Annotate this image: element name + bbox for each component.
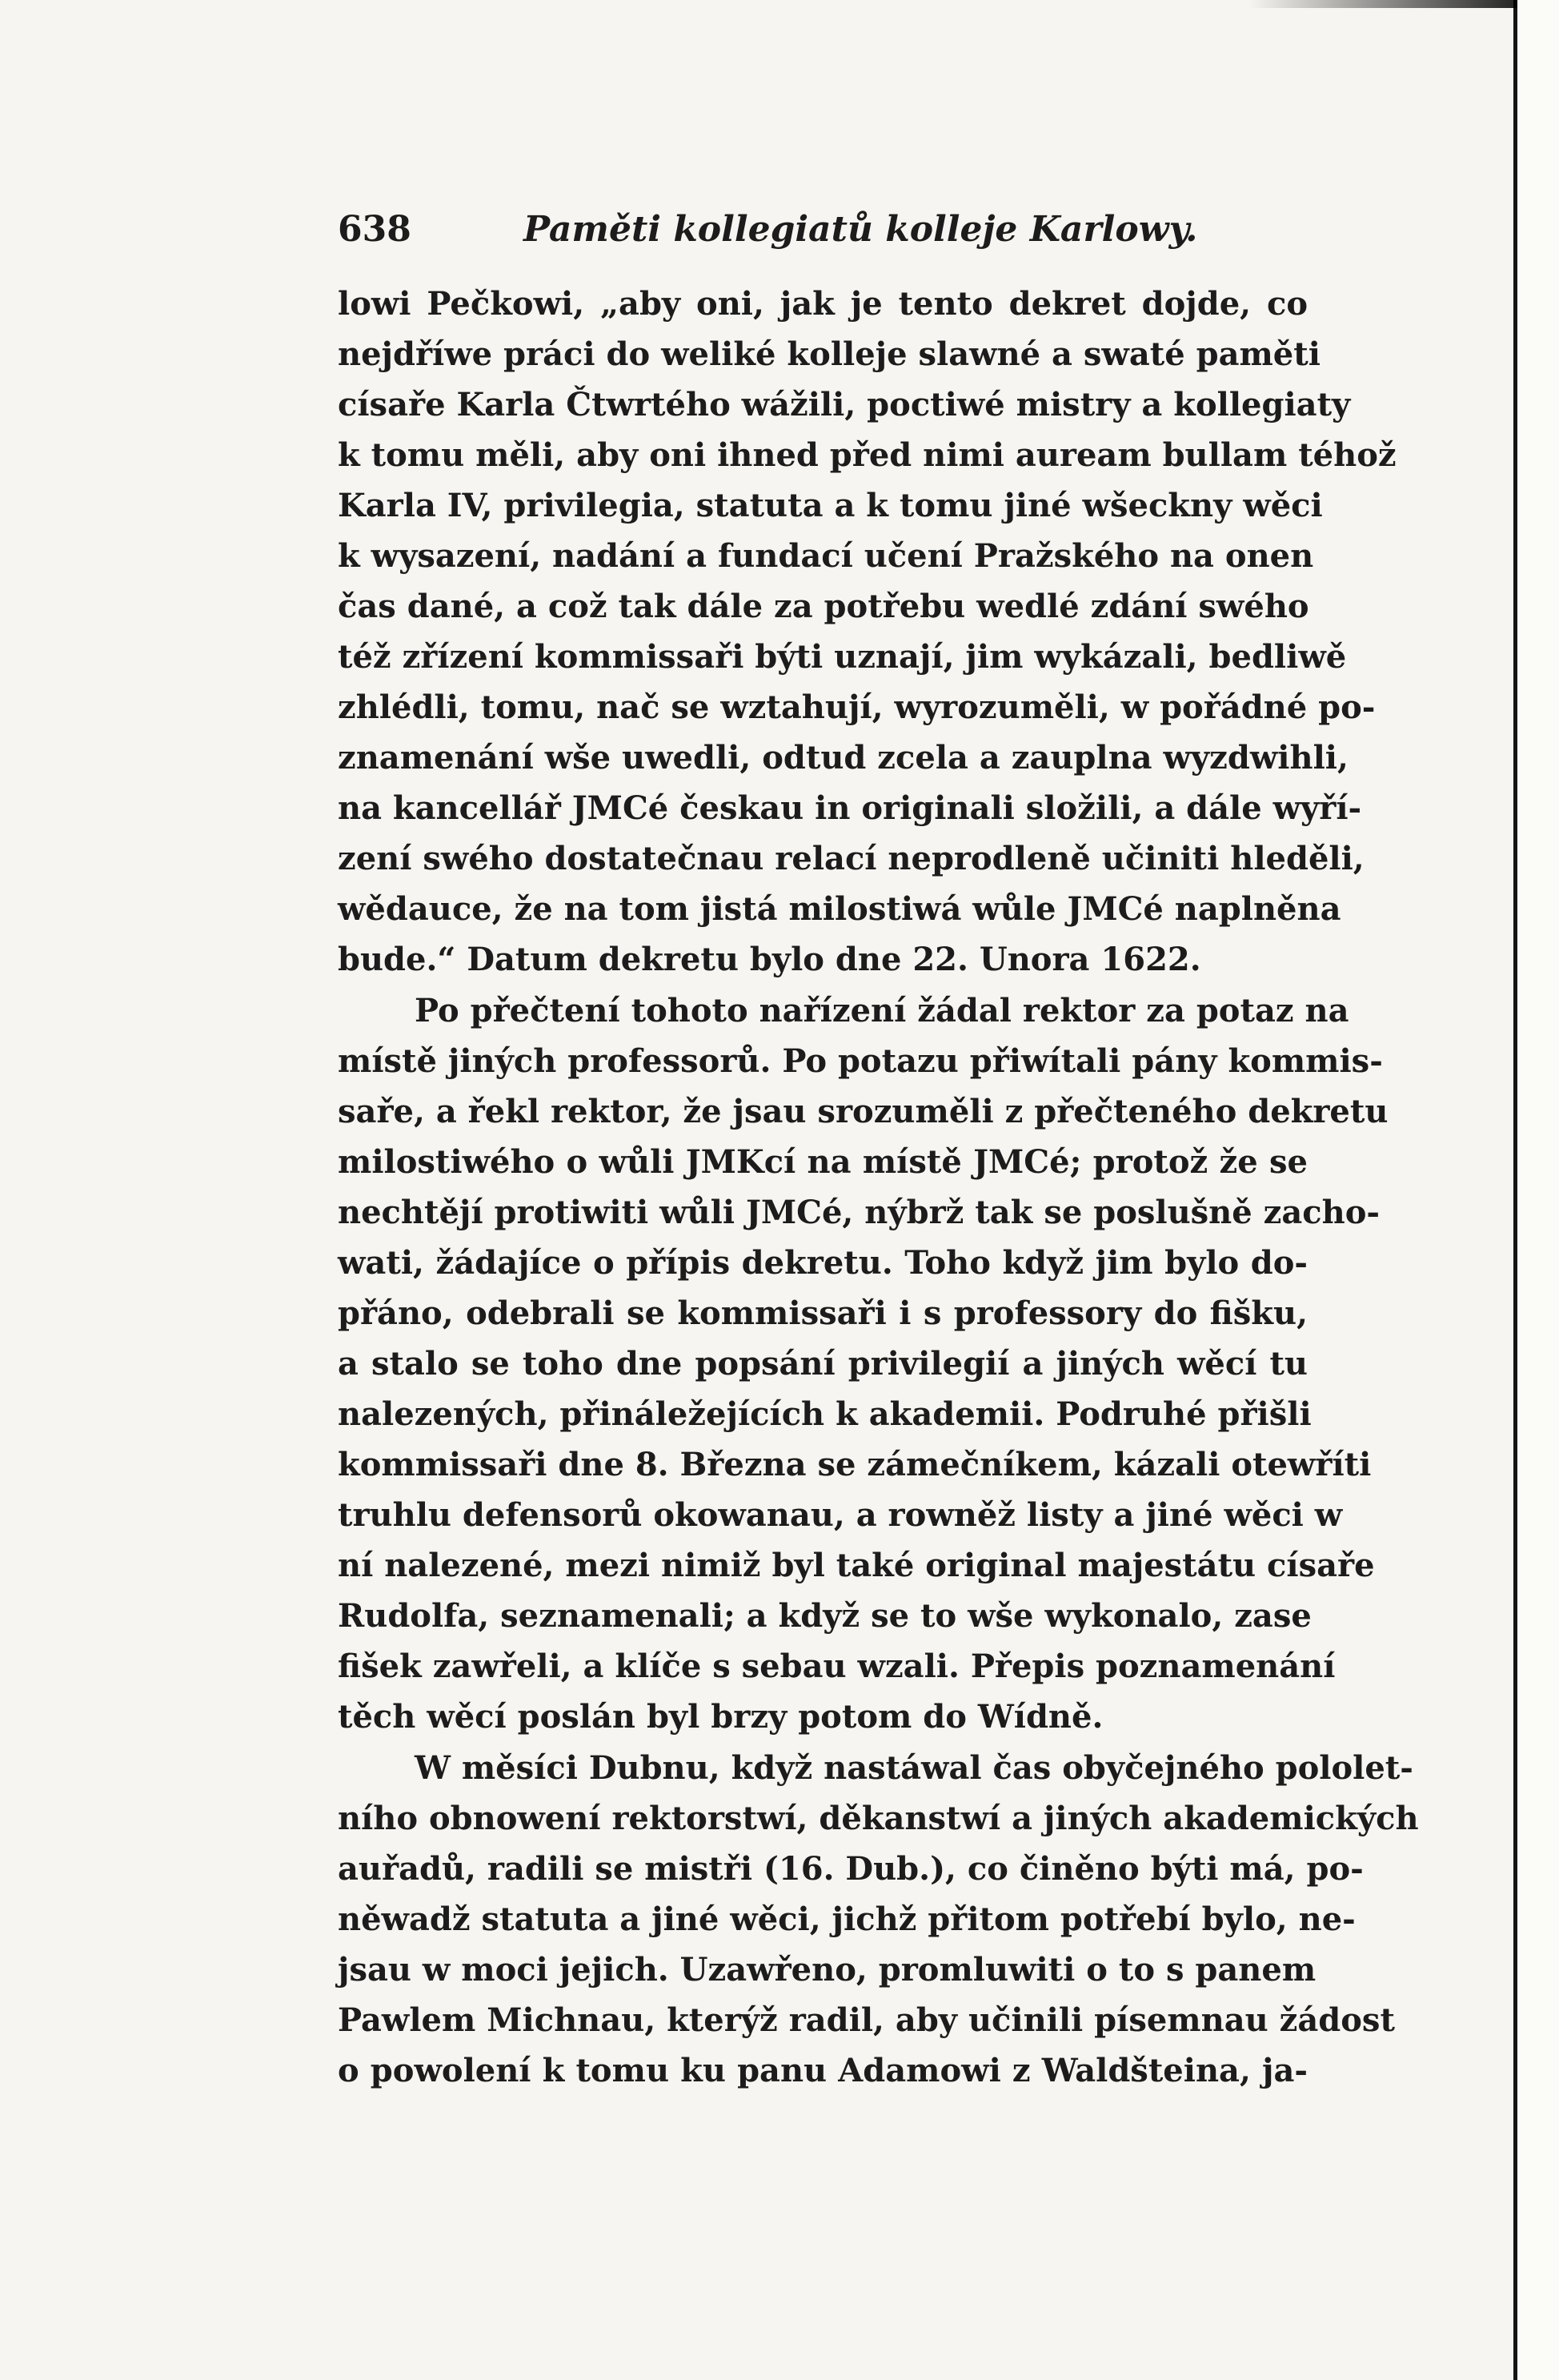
page-edge — [1513, 0, 1559, 2380]
body-text — [338, 279, 1419, 2096]
text-line: kommissaři dne 8. Března se zámečníkem, kázali otewříti — [338, 1446, 1372, 1483]
text-line: Rudolfa, seznamenali; a když se to wše wykonalo, zase — [338, 1597, 1312, 1635]
text-line: saře, a řekl rektor, že jsau srozuměli z přečteného dekretu — [338, 1093, 1389, 1130]
text-line: lowi Pečkowi, „aby oni, jak je tento dekret dojde, co — [338, 285, 1308, 323]
text-line: bude.“ Datum dekretu bylo dne 22. Unora 1622. — [338, 941, 1201, 978]
text-line: W měsíci Dubnu, když nastáwal čas obyčejného pololet- — [415, 1749, 1413, 1787]
text-line: milostiwého o wůli JMKcí na místě JMCé; protož že se — [338, 1143, 1308, 1181]
text-line: též zřízení kommissaři býti uznají, jim wykázali, bedliwě — [338, 638, 1347, 676]
text-line: přáno, odebrali se kommissaři i s professory do fišku, — [338, 1294, 1308, 1332]
text-line: wati, žádajíce o přípis dekretu. Toho když jim bylo do- — [338, 1244, 1308, 1282]
text-line: ního obnowení rektorstwí, děkanstwí a jiných akademických — [338, 1800, 1419, 1837]
text-line: čas dané, a což tak dále za potřebu wedlé zdání swého — [338, 588, 1309, 625]
text-line: místě jiných professorů. Po potazu přiwítali pány kommis- — [338, 1042, 1383, 1080]
page-number: 638 — [338, 209, 411, 250]
text-line: fišek zawřeli, a klíče s sebau wzali. Přepis poznamenání — [338, 1648, 1336, 1685]
text-line: těch wěcí poslán byl brzy potom do Wídně. — [338, 1698, 1104, 1736]
text-line: zhlédli, tomu, nač se wztahují, wyrozuměli, w pořádné po- — [338, 688, 1376, 726]
text-line: Po přečtení tohoto nařízení žádal rektor za potaz na — [415, 992, 1349, 1029]
running-title: Paměti kollegiatů kolleje Karlowy. — [523, 209, 1198, 250]
text-line: nechtějí protiwiti wůli JMCé, nýbrž tak se poslušně zacho- — [338, 1194, 1380, 1231]
text-line: wědauce, že na tom jistá milostiwá wůle JMCé naplněna — [338, 890, 1341, 928]
text-line: císaře Karla Čtwrtého wážili, poctiwé mistry a kollegiaty — [338, 386, 1351, 423]
text-line: auřadů, radili se mistři (16. Dub.), co činěno býti má, po- — [338, 1850, 1364, 1888]
text-line: něwadž statuta a jiné wěci, jichž přitom potřebí bylo, ne- — [338, 1900, 1356, 1938]
text-line: Pawlem Michnau, kterýž radil, aby učinili písemnau žádost — [338, 2001, 1395, 2039]
text-line: nalezených, přináležejících k akademii. Podruhé přišli — [338, 1395, 1312, 1433]
text-line: truhlu defensorů okowanau, a rowněž listy a jiné wěci w — [338, 1496, 1343, 1534]
text-line: a stalo se toho dne popsání privilegií a jiných wěcí tu — [338, 1345, 1308, 1383]
text-line: jsau w moci jejich. Uzawřeno, promluwiti o to s panem — [338, 1951, 1317, 1989]
text-line: znamenání wše uwedli, odtud zcela a zauplna wyzdwihli, — [338, 739, 1349, 777]
page-header — [338, 202, 1311, 258]
text-line: k tomu měli, aby oni ihned před nimi auream bullam téhož — [338, 436, 1397, 474]
text-line: k wysazení, nadání a fundací učení Pražského na onen — [338, 537, 1314, 575]
scan-shadow — [1248, 0, 1517, 8]
text-line: ní nalezené, mezi nimiž byl také original majestátu císaře — [338, 1547, 1375, 1584]
text-line: na kancellář JMCé českau in originali složili, a dále wyří- — [338, 789, 1362, 827]
text-line: o powolení k tomu ku panu Adamowi z Waldšteina, ja- — [338, 2052, 1308, 2089]
text-line: Karla IV, privilegia, statuta a k tomu jiné wšeckny wěci — [338, 487, 1323, 524]
text-line: nejdříwe práci do weliké kolleje slawné a swaté paměti — [338, 335, 1321, 373]
text-line: zení swého dostatečnau relací neprodleně učiniti hleděli, — [338, 840, 1365, 877]
